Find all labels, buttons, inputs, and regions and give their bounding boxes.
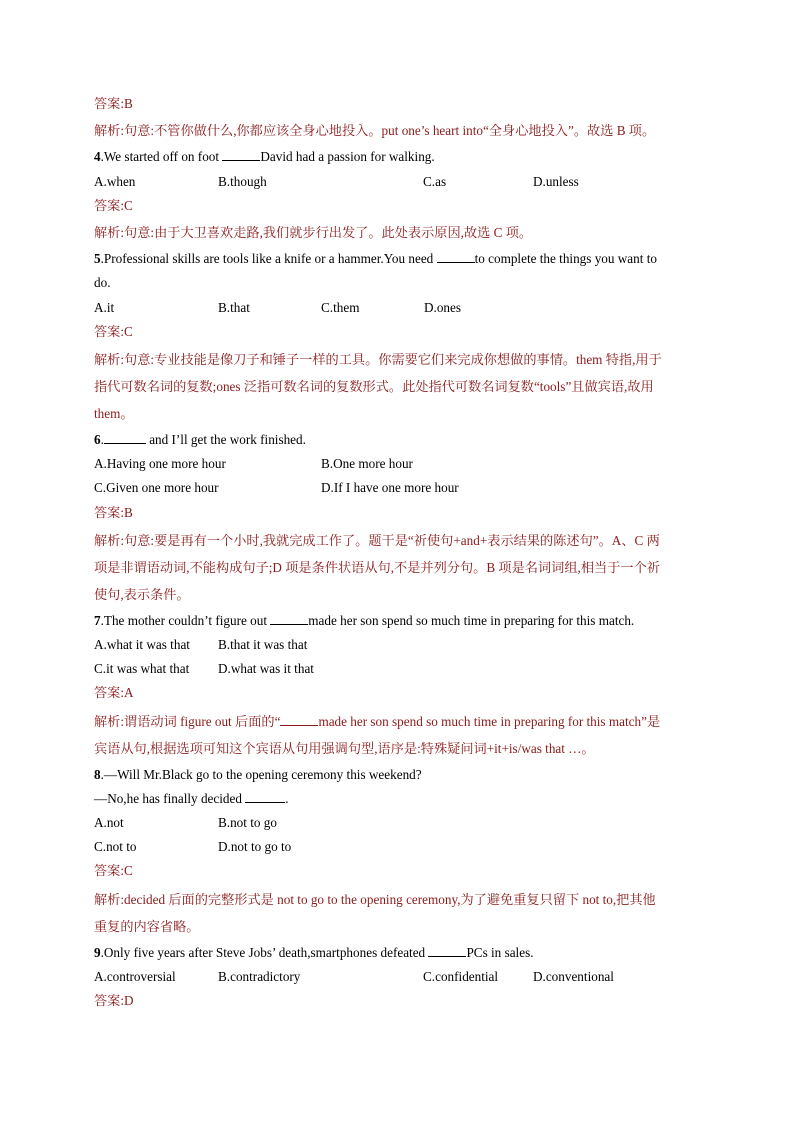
answer-q9: 答案:D [94,993,134,1009]
question-6: 6. and I’ll get the work finished. [94,432,306,448]
answer-q6: 答案:B [94,504,133,520]
answer-blank [245,790,285,803]
question-stem: .We started off on foot [100,149,223,165]
question-stem-end: made her son spend so much time in preparing for this match. [308,612,635,628]
question-8 [94,763,698,787]
options-q7-row1 [94,633,698,657]
options-q7-row2 [94,657,698,681]
explanation-line [94,708,700,735]
question-number: 7 [94,612,101,628]
explanation-q6 [94,527,700,608]
question-number: 9 [94,944,101,960]
option-a: A.it [94,299,115,315]
answer-q3: 答案:B [94,96,133,111]
option-d: D.not to go to [218,839,292,855]
explanation-q4: 解析:句意:由于大卫喜欢走路,我们就步行出发了。此处表示原因,故选 C 项。 [94,225,533,241]
question-stem-end: David had a passion for walking. [260,149,435,165]
option-d: D.conventional [533,968,614,984]
explanation-line: 解析:句意:要是再有一个小时,我就完成工作了。题干是“祈使句+and+表示结果的陈述句”。A、C 两 [94,532,660,548]
question-stem: .Professional skills are tools like a knife or a hammer.You need [100,251,437,267]
option-b: B.though [218,173,267,189]
answer-q7: 答案:A [94,685,134,701]
question-list [94,92,698,1013]
answer-blank [437,250,475,263]
explanation-line: 解析:句意:专业技能是像刀子和锤子一样的工具。你需要它们来完成你想做的事情。them 特指,用于 [94,352,662,368]
question-number: 8 [94,766,101,782]
answer-blank [222,148,260,161]
option-b: B.contradictory [218,968,301,984]
option-a: A.what it was that [94,637,190,653]
option-c: C.it was what that [94,661,190,677]
question-number: 4 [94,149,101,165]
question-8-reply [94,787,698,811]
explanation-line: 宾语从句,根据选项可知这个宾语从句用强调句型,语序是:特殊疑问词+it+is/was that …。 [94,740,595,756]
option-b: B.that [218,299,250,315]
option-c: C.Given one more hour [94,480,219,496]
explanation-line: them。 [94,406,134,422]
explanation-line: 重复的内容省略。 [94,918,200,934]
answer-blank [270,612,308,625]
question-4 [94,145,698,169]
option-b: B.not to go [218,815,277,831]
option-a: A.Having one more hour [94,456,226,472]
option-c: C.as [423,173,447,189]
option-d: D.unless [533,173,579,189]
answer-q8: 答案:C [94,863,133,879]
options-q8-row2 [94,835,698,859]
options-q8-row1 [94,811,698,835]
answer-q5: 答案:C [94,323,133,339]
question-number: 6 [94,432,101,448]
option-c: C.not to [94,839,137,855]
question-stem: .The mother couldn’t figure out [100,612,271,628]
option-a: A.controversial [94,968,176,984]
option-c: C.them [321,299,360,315]
options-q9 [94,965,698,989]
question-stem-end: PCs in sales. [466,944,534,960]
answer-blank [428,944,466,957]
explanation-line: 项是非谓语动词,不能构成句子;D 项是条件状语从句,不是并列分句。B 项是名词词组,相当于一个祈 [94,559,660,575]
question-7 [94,609,698,633]
option-d: D.ones [424,299,461,315]
answer-blank [280,713,318,726]
explanation-line: 解析:decided 后面的完整形式是 not to go to the opening ceremony,为了避免重复只留下 not to,把其他 [94,891,656,907]
question-stem: .Only five years after Steve Jobs’ death,smartphones defeated [100,944,429,960]
question-stem: —No,he has finally decided [94,790,246,806]
option-b: B.One more hour [321,456,413,472]
option-a: A.not [94,815,124,831]
explanation-q5 [94,346,700,427]
option-c: C.confidential [423,968,499,984]
explanation-line: 使句,表示条件。 [94,586,190,602]
options-q6-row1 [94,452,698,476]
explanation-text: 解析:谓语动词 figure out 后面的“ [94,713,281,729]
options-q5 [94,296,698,320]
question-number: 5 [94,251,101,267]
explanation-q8 [94,886,700,940]
question-9 [94,941,698,965]
option-d: D.If I have one more hour [321,480,459,496]
options-q4 [94,170,698,194]
explanation-line: 指代可数名词的复数;ones 泛指可数名词的复数形式。此处指代可数名词复数“tools”且做宾语,故用 [94,379,654,395]
explanation-q3: 解析:句意:不管你做什么,你都应该全身心地投入。put one’s heart into“全身心地投入”。故选 B 项。 [94,123,656,139]
option-a: A.when [94,173,136,189]
question-stem: and I’ll get the work finished. [145,432,306,448]
answer-blank [104,431,146,444]
question-stem-end: . [285,790,289,806]
question-5 [94,247,698,271]
explanation-text: made her son spend so much time in preparing for this match”是 [318,713,661,729]
answer-q4: 答案:C [94,197,133,213]
question-stem: .—Will Mr.Black go to the opening ceremony this weekend? [100,766,422,782]
question-stem-cont: to complete the things you want to [474,251,657,267]
option-d: D.what was it that [218,661,314,677]
options-q6-row2 [94,476,698,500]
option-b: B.that it was that [218,637,308,653]
explanation-q7 [94,708,700,762]
question-stem-wrap: do. [94,275,111,291]
